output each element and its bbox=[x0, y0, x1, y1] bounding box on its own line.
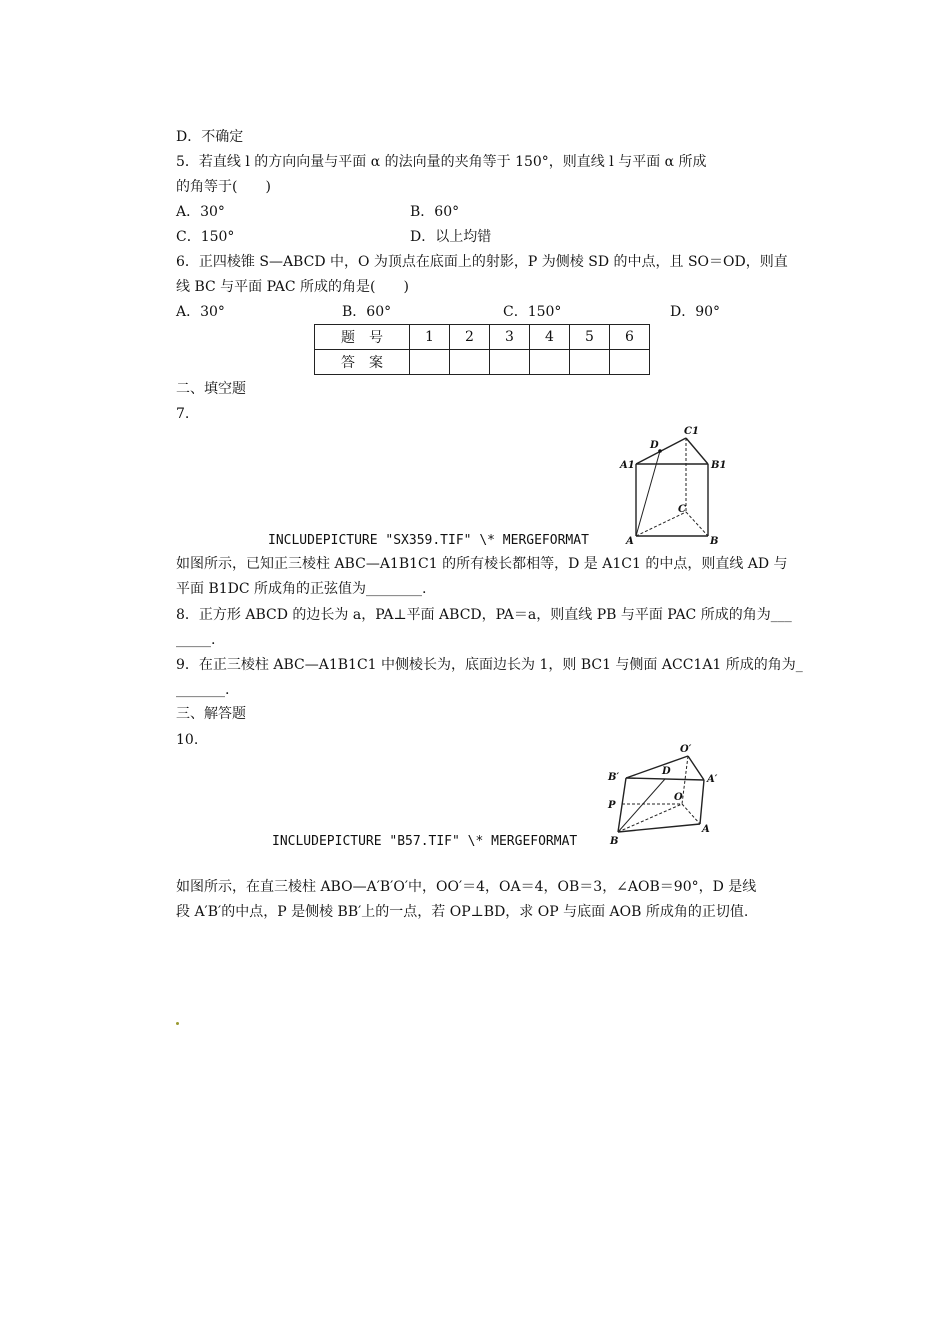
answer-cell[interactable] bbox=[570, 350, 610, 375]
q9-stem-line2: _______. bbox=[176, 682, 230, 698]
answer-table-number: 5 bbox=[570, 325, 610, 350]
q10-stem-line2: 段 A′B′的中点，P 是侧棱 BB′上的一点，若 OP⊥BD，求 OP 与底面 AOB 所成角的正切值. bbox=[176, 904, 749, 920]
q10-label-p: P bbox=[608, 800, 616, 811]
q10-label-o: O bbox=[674, 792, 683, 803]
stray-dot bbox=[176, 1022, 179, 1025]
q7-label-b1: B1 bbox=[711, 460, 726, 471]
answer-table-answer-row bbox=[315, 350, 650, 375]
q10-label-a: A bbox=[702, 824, 710, 835]
q10-label-b-prime: B′ bbox=[608, 772, 620, 783]
q5-option-d: D．以上均错 bbox=[410, 229, 492, 245]
answer-table-answer-label: 答案 bbox=[315, 350, 410, 375]
answer-table-number-row bbox=[315, 325, 650, 350]
answer-cell[interactable] bbox=[410, 350, 450, 375]
answer-table-number: 4 bbox=[530, 325, 570, 350]
q6-option-c: C．150° bbox=[503, 304, 562, 320]
q10-prism-figure bbox=[604, 742, 730, 848]
q6-option-b: B．60° bbox=[342, 304, 392, 320]
q4-option-d: D．不确定 bbox=[176, 129, 244, 145]
q10-number: 10. bbox=[176, 732, 199, 748]
q5-stem-line1: 5．若直线 l 的方向向量与平面 α 的法向量的夹角等于 150°，则直线 l 与平面 α 所成 bbox=[176, 154, 707, 170]
q10-label-b: B bbox=[610, 836, 619, 847]
q8-stem-line1: 8．正方形 ABCD 的边长为 a，PA⊥平面 ABCD，PA＝a，则直线 PB 与平面 PAC 所成的角为___ bbox=[176, 607, 792, 623]
q5-option-a: A．30° bbox=[176, 204, 225, 220]
answer-table bbox=[314, 324, 650, 375]
q6-stem-line1: 6．正四棱锥 S—ABCD 中，O 为顶点在底面上的射影，P 为侧棱 SD 的中点，且 SO＝OD，则直 bbox=[176, 254, 788, 270]
q7-stem-line1: 如图所示，已知正三棱柱 ABC—A1B1C1 的所有棱长都相等，D 是 A1C1 的中点，则直线 AD 与 bbox=[176, 556, 788, 572]
answer-table-number: 6 bbox=[610, 325, 650, 350]
q7-prism-figure bbox=[616, 422, 726, 548]
q7-number: 7. bbox=[176, 406, 190, 422]
q7-label-c1: C1 bbox=[684, 426, 699, 437]
q7-label-c: C bbox=[678, 504, 686, 515]
q6-stem-line2: 线 BC 与平面 PAC 所成的角是( ) bbox=[176, 279, 409, 295]
answer-cell[interactable] bbox=[450, 350, 490, 375]
answer-table-number: 2 bbox=[450, 325, 490, 350]
q5-option-b: B．60° bbox=[410, 204, 460, 220]
answer-cell[interactable] bbox=[610, 350, 650, 375]
answer-cell[interactable] bbox=[530, 350, 570, 375]
answer-table-number: 1 bbox=[410, 325, 450, 350]
answer-table-number: 3 bbox=[490, 325, 530, 350]
q7-label-a: A bbox=[626, 536, 634, 547]
q5-stem-line2: 的角等于( ) bbox=[176, 179, 271, 195]
q8-stem-line2: _____. bbox=[176, 632, 216, 648]
section-title-solutions: 三、解答题 bbox=[176, 706, 246, 722]
q10-include-picture-field: INCLUDEPICTURE "B57.TIF" \* MERGEFORMAT bbox=[272, 834, 578, 849]
q5-option-c: C．150° bbox=[176, 229, 235, 245]
q7-label-d: D bbox=[650, 440, 659, 451]
q7-label-b: B bbox=[710, 536, 719, 547]
q7-include-picture-field: INCLUDEPICTURE "SX359.TIF" \* MERGEFORMAT bbox=[268, 533, 589, 548]
q7-label-a1: A1 bbox=[620, 460, 635, 471]
q10-stem-line1: 如图所示，在直三棱柱 ABO—A′B′O′中，OO′＝4，OA＝4，OB＝3，∠AOB＝90°，D 是线 bbox=[176, 879, 757, 895]
section-title-fill-in: 二、填空题 bbox=[176, 381, 246, 397]
q6-option-d: D．90° bbox=[670, 304, 721, 320]
q10-label-o-prime: O′ bbox=[680, 744, 692, 755]
q7-stem-line2: 平面 B1DC 所成角的正弦值为________. bbox=[176, 581, 427, 597]
q10-label-d: D bbox=[662, 766, 671, 777]
q9-stem-line1: 9．在正三棱柱 ABC—A1B1C1 中侧棱长为，底面边长为 1，则 BC1 与侧面 ACC1A1 所成的角为_ bbox=[176, 657, 803, 673]
q10-label-a-prime: A′ bbox=[707, 774, 718, 785]
q6-option-a: A．30° bbox=[176, 304, 225, 320]
answer-table-number-label: 题号 bbox=[315, 325, 410, 350]
answer-cell[interactable] bbox=[490, 350, 530, 375]
